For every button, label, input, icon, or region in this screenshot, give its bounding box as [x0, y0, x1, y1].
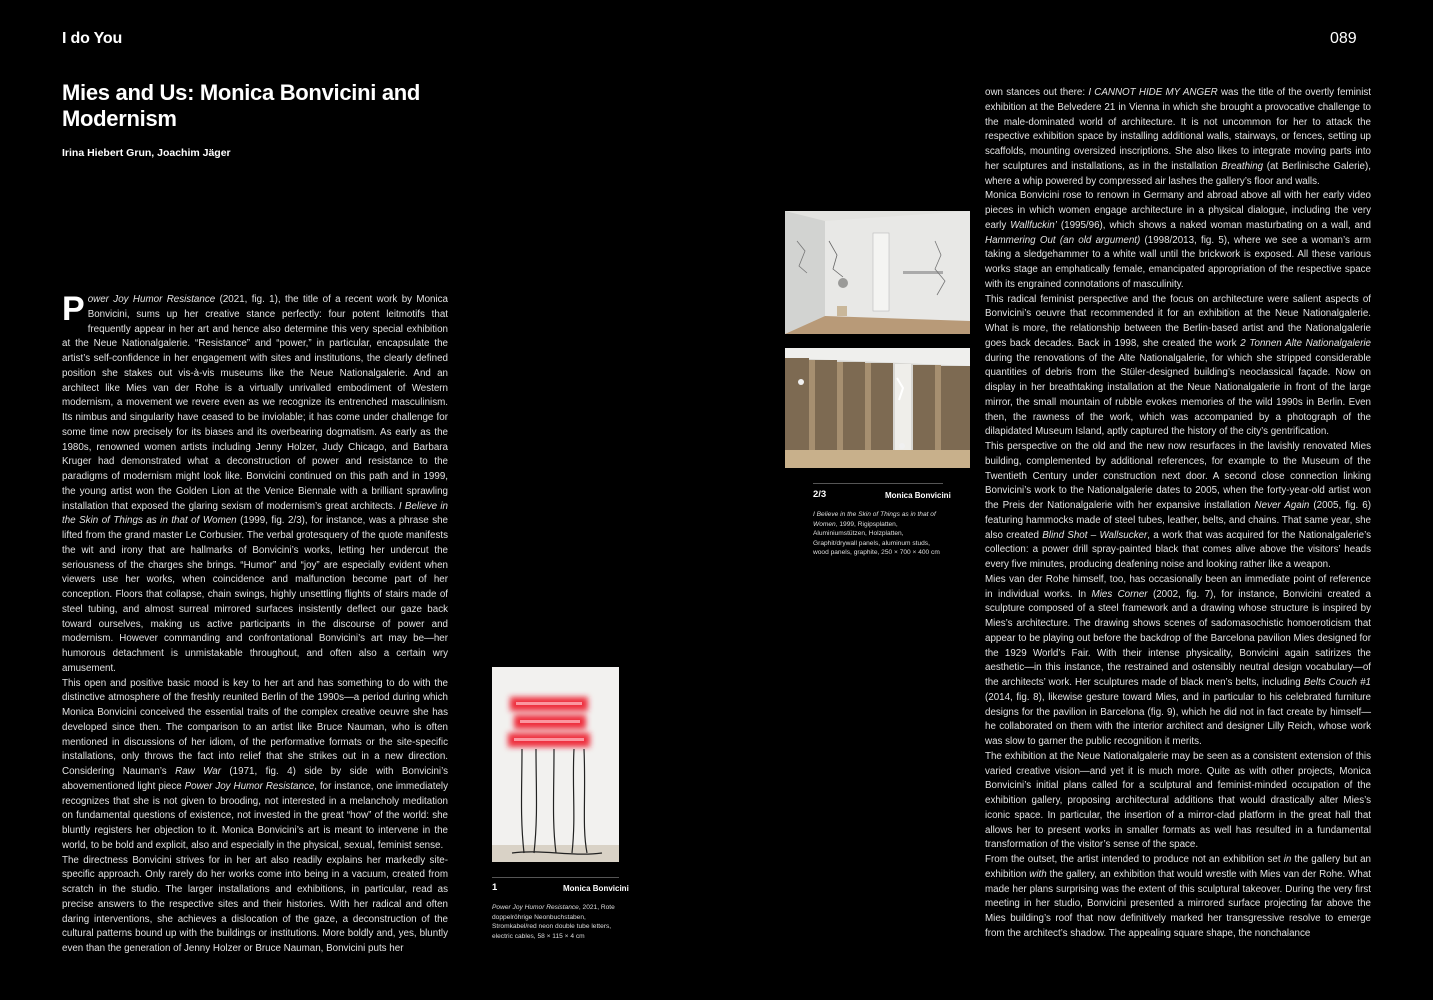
paragraph: This open and positive basic mood is key to her art and has something to do with the distinctive atmosphere of the freshly reunited Berlin of the 1990s—a period during which Monica Bonvicini conceived the essential traits of the complex creative oeuvre she has developed since then. The comparison to an artist like Bruce Nauman, who is often mentioned in discussions of her idiom, of the performative formats or the site-specific installations, only throws the fact into relief that she strikes out in a new direction. Considering Nauman’s Raw War (1971, fig. 4) side by side with Bonvicini’s abovementioned light piece Power Joy Humor Resistance, for instance, one immediately recognizes that she is not given to brooding, not interested in a melancholy meditation on fundamental questions of existence, not invested in the great “how” of the world: she bluntly registers her objection to it. Monica Bonvicini’s art is meant to intervene in the world, to be bold and explicit, also and especially in the physical, sexual, feminist sense.	[62, 677, 448, 851]
paragraph: Mies van der Rohe himself, too, has occasionally been an immediate point of reference in individual works. In Mies Corner (2002, fig. 7), for instance, Bonvicini created a sculpture composed of a steel framework and a drawing whose structure is inspired by Mies’s architecture. The drawing shows scenes of sadomasochistic homoeroticism that appear to be playing out before the backdrop of the Barcelona pavilion Mies designed for the 1929 World’s Fair. With their intense physicality, Bonvicini again satirizes the aesthetic—in this instance, the restrained and ostensibly neutral design vocabulary—of the architects’ work. Her sculptures made of black men’s belts, including Belts Couch #1 (2014, fig. 8), likewise gesture toward Mies, and in particular to his celebrated furniture designs for the pavilion in Barcelona (fig. 9), which he did not in fact create by himself—he collaborated on them with the interior architect and designer Lilly Reich, whose work was slow to garner the public recognition it merits.	[985, 573, 1371, 747]
figure-1-number: 1	[492, 882, 498, 893]
paragraph: The exhibition at the Neue Nationalgalerie may be seen as a consistent extension of this varied creative vision—and yet it is much more. Quite as with other projects, Monica Bonvicini’s initial plans called for a sculptural and feminist-minded occupation of the exhibition gallery, proposing architectural additions that would drastically alter Mies’s iconic space. In particular, the insertion of a mirror-clad platform in the great hall that allows her to present works in smaller formats as well has resulted in a fundamental transformation of the visitor’s sense of the space.	[985, 750, 1371, 851]
paragraph: own stances out there: I CANNOT HIDE MY ANGER was the title of the overtly feminist exhibition at the Belvedere 21 in Vienna in which she brought a provocative challenge to the male-dominated world of architecture. It is not uncommon for her to attack the respective exhibition space by installing additional walls, stairways, or fences, setting up scaffolds, mounting oversized inscriptions. She also likes to integrate moving parts into her sculptures and installations, as in the installation Breathing (at Berlinische Galerie), where a whip powered by compressed air lashes the gallery’s floor and walls.	[985, 87, 1372, 187]
caption-rule	[813, 483, 943, 484]
work-title: I Believe in the Skin of Things as in that of Women	[62, 500, 448, 527]
work-title: Raw War	[175, 766, 221, 777]
work-title: ower Joy Humor Resistance	[87, 294, 216, 305]
work-title: Power Joy Humor Resistance	[184, 780, 315, 792]
paragraph: This perspective on the old and the new now resurfaces in the lavishly renovated Mies building, complemented by additional references, for example to the Museum of the Twentieth Century under construction next door. A second close connection linking Bonvicini’s work to the Nationalgalerie dates to 2005, when the forty-year-old artist won the Preis der Nationalgalerie with her expansive installation Never Again (2005, fig. 6) featuring hammocks made of steel tubes, leather, belts, and chains. That same year, she also created Blind Shot – Wallsucker, a work that was acquired for the Nationalgalerie’s collection: a power drill spray-painted black that comes alive above the visitors’ heads every five minutes, producing deafening noise and looking rather like a weapon.	[985, 441, 1372, 570]
paragraph: From the outset, the artist intended to produce not an exhibition set in the gallery but an exhibition with the gallery, an exhibition that would wrestle with Mies van der Rohe. What made her plans surprising was the extent of this sculptural takeover. During the very first meeting in her studio, Bonvicini presented a mirrored surface projecting far above the Mies building’s roof that now definitively marked her transgressive resolve to emerge from the architect’s shadow. The appealing square shape, the nonchalance	[985, 854, 1371, 939]
body-column-left	[62, 290, 449, 957]
figure-23-artist: Monica Bonvicini	[885, 491, 951, 500]
figure-23-caption: I Believe in the Skin of Things as in that of Women, 1999, Rigipsplatten, Aluminiumstützen, Holzplatten, Graphit/drywall panels, aluminum studs, wood panels, graphite, 250 × 700 × 400 cm	[813, 511, 940, 557]
figure-1-artist: Monica Bonvicini	[563, 884, 629, 893]
page-number: 089	[1330, 30, 1357, 47]
figure-1-caption: Power Joy Humor Resistance, 2021, Rote doppelröhrige Neonbuchstaben, Stromkabel/red neon double tube letters, electric cables, 58 × 115 × 4 cm	[492, 904, 615, 940]
body-column-right	[985, 86, 1371, 942]
figure-2-image-drywall-installation	[785, 211, 970, 334]
paragraph: Power Joy Humor Resistance (2021, fig. 1), the title of a recent work by Monica Bonvicini, sums up her creative stance perfectly: four potent leitmotifs that frequently appear in her art and hence also determine this very special exhibition at the Neue Nationalgalerie. “Resistance” and “power,” in particular, encapsulate the artist’s self-confidence in her engagement with sites and institutions, the clearly defined position she stakes out vis-à-vis museums like the Neue Nationalgalerie. And an architect like Mies van der Rohe is a virtually unrivalled embodiment of Western modernism, a movement we revere even as we recognize its entrenched masculinism. Its nimbus and singularity have ceased to be inviolable; it has come under challenge for some time now precisely for its biases and its overbearing dogmatism. As early as the 1980s, renowned women artists including Jenny Holzer, Judy Chicago, and Barbara Kruger had demonstrated what a deconstruction of power and resistance to the paradigms of modernism might look like. Bonvicini continued on this path and in 1999, the young artist won the Golden Lion at the Venice Biennale with a brilliant sprawling installation that exposed the glaring sexism of modernism’s great architects. I Believe in the Skin of Things as in that of Women (1999, fig. 2/3), for instance, was a phrase she lifted from the grand master Le Corbusier. The verbal grotesquery of the quote manifests the wit and irony that are hallmarks of Bonvicini’s works, letting her undercut the seriousness of the charges she brings. “Humor” and “joy” are especially evident when viewers use her works, when coincidence and malfunction become part of her conception. Floors that collapse, chain swings, highly unsettling flights of stairs made of steel tubing, and almost surreal mirrored surfaces insistently deflect our gaze back toward ourselves, making us active participants in the discourse of power and modernism. However commanding and confrontational Bonvicini’s art may be—her humorous detachment is unmistakable throughout, and often also a certain wry amusement.	[62, 290, 449, 674]
paragraph: The directness Bonvicini strives for in her art also readily explains her markedly site-specific approach. Only rarely do her works come into being in a vacuum, created from scratch in the studio. The larger installations and exhibitions, in particular, read as precise answers to the respective sites and their histories. With her radical and often daring interventions, she achieves a dislocation of the gaze, a deconstruction of the cultural patterns bound up with the buildings or institutions. More boldly and, yes, bluntly even than the generation of Jenny Holzer or Bruce Nauman, Bonvicini puts her	[62, 854, 448, 954]
caption-rule	[492, 877, 619, 878]
paragraph: Monica Bonvicini rose to renown in Germany and abroad above all with her early video pieces in which women engage architecture in a physical dialogue, including the very early Wallfuckin’ (1995/96), which shows a naked woman masturbating on a wall, and Hammering Out (an old argument) (1998/2013, fig. 5), where we see a woman’s arm taking a sledgehammer to a white wall until the brickwork is exposed. All these various works stage an emphatically female, emancipated appropriation of the respective space with its engrained connotations of masculinity.	[985, 190, 1371, 290]
running-header-title: I do You	[62, 30, 123, 47]
paragraph: This radical feminist perspective and the focus on architecture were salient aspects of Bonvicini’s oeuvre that recommended it for an exhibition at the Neue Nationalgalerie. What is more, the relationship between the Berlin-based artist and the Nationalgalerie goes back decades. Back in 1998, she created the work 2 Tonnen Alte Nationalgalerie during the renovations of the Alte Nationalgalerie, for which she stripped considerable quantities of debris from the Stüler-designed building’s neoclassical façade. Now on display in her breathtaking installation at the Neue Nationalgalerie in front of the large mirror, the small mountain of rubble evokes memories of the wild 1990s in Berlin. Even then, the rawness of the work, which was accompanied by a photograph of the dilapidated Museum Island, aptly captured the history of the city’s gentrification.	[985, 293, 1371, 438]
article-title: Mies and Us: Monica Bonvicini and Modernism	[62, 80, 421, 131]
figure-3-image-installation-walls	[785, 348, 970, 468]
drop-cap: P	[62, 290, 85, 328]
article-authors: Irina Hiebert Grun, Joachim Jäger	[62, 147, 231, 159]
figure-23-number: 2/3	[813, 489, 827, 500]
figure-1-image-neon-sign	[492, 667, 619, 862]
